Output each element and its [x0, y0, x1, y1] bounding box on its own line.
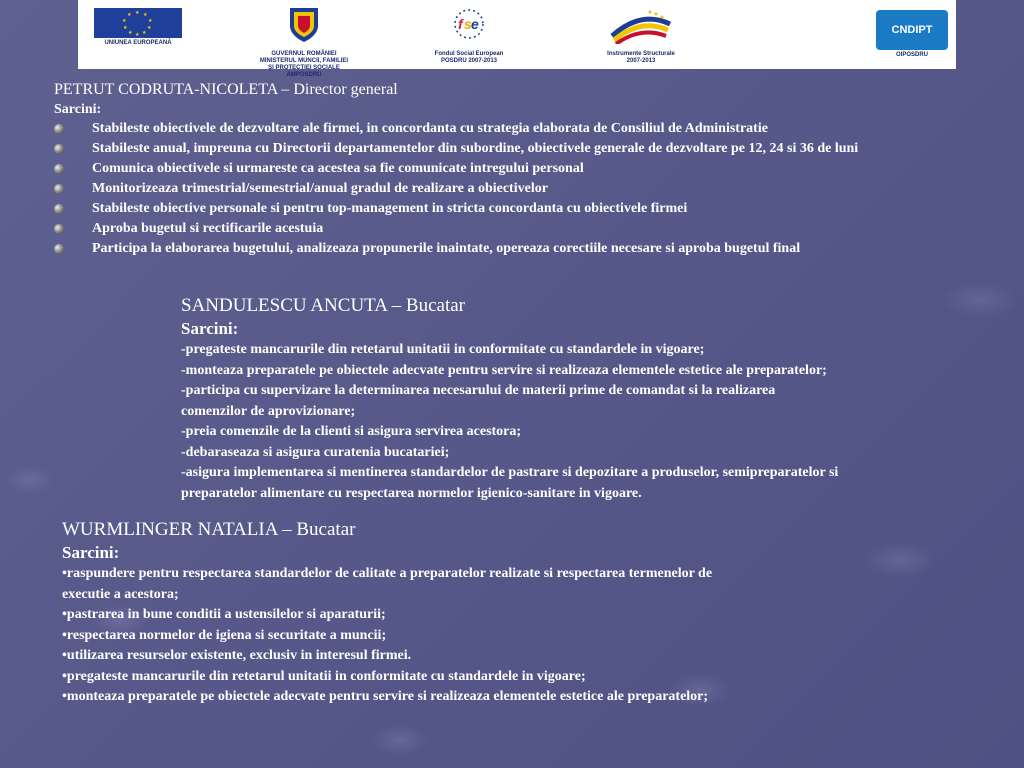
logo-bar — [78, 0, 956, 78]
section-director — [54, 79, 1004, 261]
government-logo — [234, 4, 374, 79]
fse-icon — [439, 6, 499, 44]
task-line: executie a acestora; — [62, 586, 179, 602]
section-bucatar-wurmlinger — [62, 518, 1002, 708]
list-item: Participa la elaborarea bugetului, analizeaza propunerile inaintate, opereaza corectiile necesare si aproba bugetul final — [54, 241, 987, 257]
task-line: •raspundere pentru respectarea standardelor de calitate a preparatelor realizate si respectarea termenelor de — [62, 566, 713, 581]
fse-logo — [414, 4, 524, 65]
section-bucatar-sandulescu — [181, 294, 1001, 504]
svg-text:s: s — [464, 16, 472, 32]
cndipt-logo — [870, 4, 954, 59]
task-line: •utilizarea resurselor existente, exclusiv in interesul firmei. — [62, 648, 412, 663]
section-title: WURMLINGER NATALIA – Bucatar — [62, 519, 356, 540]
list-item: Stabileste obiectivele de dezvoltare ale firmei, in concordanta cu strategia elaborata de Consiliul de Administratie — [54, 121, 987, 137]
task-list — [54, 121, 1004, 257]
task-line: -debaraseaza si asigura curatenia bucatariei; — [181, 444, 450, 460]
svg-text:e: e — [471, 16, 479, 32]
bullet-icon — [54, 144, 64, 154]
eu-logo — [86, 4, 190, 47]
section-subtitle: Sarcini: — [181, 319, 239, 338]
bullet-icon — [54, 184, 64, 194]
instrumente-structurale-caption: Instrumente Structurale 2007-2013 — [607, 51, 675, 64]
task-line: •respectarea normelor de igiena si securitate a muncii; — [62, 627, 387, 643]
bullet-icon — [54, 224, 64, 234]
task-line: -pregateste mancarurile din retetarul unitatii in conformitate cu standardele in vigoare; — [181, 342, 705, 357]
task-line: preparatelor alimentare cu respectarea normelor igienico-sanitare in vigoare. — [181, 485, 642, 501]
list-item: Aproba bugetul si rectificarile acestuia — [54, 221, 987, 237]
bullet-icon — [54, 124, 64, 134]
cndipt-caption: OIPOSDRU — [895, 52, 928, 58]
svg-text:f: f — [458, 16, 463, 32]
task-line: -asigura implementarea si mentinerea standardelor de pastrare si depozitare a produselor, semipreparatelor si — [181, 465, 839, 480]
bullet-icon — [54, 244, 64, 254]
fse-caption: Fondul Social European POSDRU 2007-2013 — [434, 51, 504, 64]
task-line: •pregateste mancarurile din retetarul unitatii in conformitate cu standardele in vigoare; — [62, 668, 586, 684]
cndipt-badge — [876, 10, 948, 50]
task-line: comenzilor de aprovizionare; — [181, 403, 356, 419]
task-line: •pastrarea in bune conditii a ustensilelor si aparaturii; — [62, 607, 386, 622]
list-item: Comunica obiectivele si urmareste ca acestea sa fie comunicate intregului personal — [54, 161, 987, 177]
task-line: -monteaza preparatele pe obiectele adecvate pentru servire si realizeaza elementele estetice ale preparatelor; — [181, 362, 827, 378]
task-line: •monteaza preparatele pe obiectele adecvate pentru servire si realizeaza elementele estetice ale preparatelor; — [62, 689, 709, 704]
romanian-crest-icon — [286, 4, 322, 44]
government-caption: GUVERNUL ROMÂNIEI MINISTERUL MUNCII, FAMILIEI ŞI PROTECŢIEI SOCIALE AMPOSDRU — [259, 51, 349, 78]
instrumente-structurale-icon — [606, 6, 676, 44]
cndipt-label: CNDIPT — [891, 24, 933, 36]
section-title: PETRUT CODRUTA-NICOLETA – Director general — [54, 81, 398, 98]
list-item: Stabileste anual, impreuna cu Directorii departamentelor din subordine, obiectivele generale de dezvoltare pe 12, 24 si 36 de luni — [54, 141, 987, 157]
task-lines — [62, 564, 1002, 708]
task-line: -participa cu supervizare la determinarea necesarului de materii prime de comandat si la realizarea — [181, 383, 776, 398]
list-item: Monitorizeaza trimestrial/semestrial/anual gradul de realizare a obiectivelor — [54, 181, 987, 197]
section-subtitle: Sarcini: — [62, 543, 120, 562]
instrumente-structurale-logo — [586, 4, 696, 65]
task-lines — [181, 340, 1001, 504]
list-item: Stabileste obiective personale si pentru top-management in stricta concordanta cu obiectivele firmei — [54, 201, 987, 217]
eu-flag-icon: ★ ★ ★ ★ ★ ★ ★ ★ ★ ★ — [94, 8, 182, 38]
bullet-icon — [54, 164, 64, 174]
task-line: -preia comenzile de la clienti si asigura servirea acestora; — [181, 424, 522, 439]
eu-caption: UNIUNEA EUROPEANĂ — [104, 40, 172, 46]
section-subtitle: Sarcini: — [54, 102, 102, 117]
bullet-icon — [54, 204, 64, 214]
section-title: SANDULESCU ANCUTA – Bucatar — [181, 295, 465, 316]
